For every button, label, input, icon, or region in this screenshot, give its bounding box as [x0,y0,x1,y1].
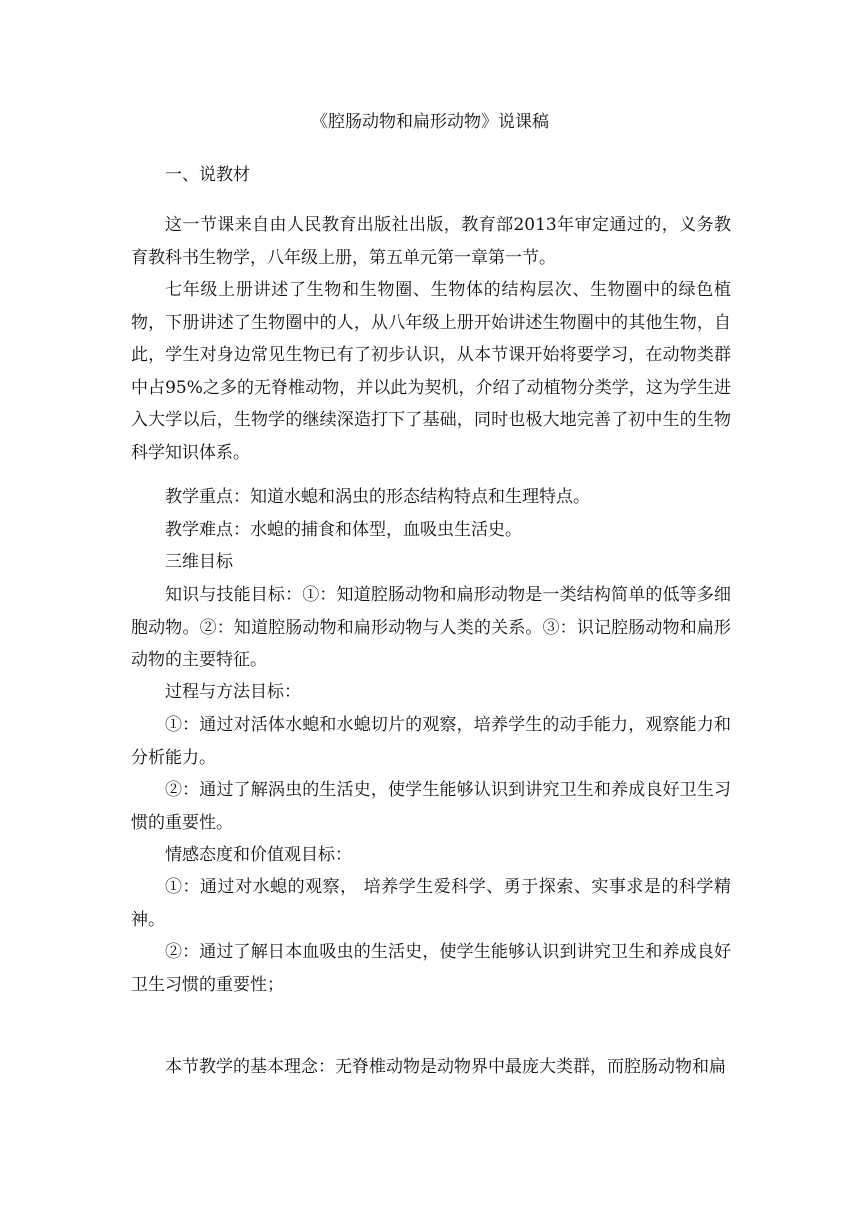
teaching-key-point: 教学重点：知道水螅和涡虫的形态结构特点和生理特点。 [165,487,590,507]
process-goal-item-1: ①：通过对活体水螅和水螅切片的观察，培养学生的动手能力，观察能力和分析能力。 [131,715,731,768]
basic-teaching-concept: 本节教学的基本理念：无脊椎动物是动物界中最庞大类群，而腔肠动物和扁 [165,1057,726,1077]
teaching-difficult-point: 教学难点：水螅的捕食和体型，血吸虫生活史。 [165,520,522,540]
process-method-goal-heading: 过程与方法目标： [165,682,301,702]
paragraph-curriculum-context: 七年级上册讲述了生物和生物圈、生物体的结构层次、生物圈中的绿色植物，下册讲述了生物圈中的人，从八年级上册开始讲述生物圈中的其他生物，自此，学生对身边常见生物已有了初步认识，从本节课开始将要学习，在动物类群中占95%之多的无脊椎动物，并以此为契机，介绍了动植物分类学，这为学生进入大学以后，生物学的继续深造打下了基础，同时也极大地完善了初中生的生物科学知识体系。 [131,280,731,463]
three-dimensional-goals-heading: 三维目标 [165,552,233,572]
emotion-value-goal-heading: 情感态度和价值观目标： [165,845,352,865]
paragraph-textbook-source: 这一节课来自由人民教育出版社出版，教育部2013年审定通过的，义务教育教科书生物学，八年级上册，第五单元第一章第一节。 [131,215,731,268]
emotion-goal-item-2: ②：通过了解日本血吸虫的生活史，使学生能够认识到讲究卫生和养成良好卫生习惯的重要性； [131,942,731,995]
section-heading-teaching-material: 一、说教材 [165,165,250,185]
knowledge-skill-goal: 知识与技能目标：①：知道腔肠动物和扁形动物是一类结构简单的低等多细胞动物。②：知道腔肠动物和扁形动物与人类的关系。③：识记腔肠动物和扁形动物的主要特征。 [131,585,731,670]
emotion-goal-item-1: ①：通过对水螅的观察， 培养学生爱科学、勇于探索、实事求是的科学精神。 [131,877,731,930]
document-title: 《腔肠动物和扁形动物》说课稿 [311,112,549,132]
process-goal-item-2: ②：通过了解涡虫的生活史，使学生能够认识到讲究卫生和养成良好卫生习惯的重要性。 [131,780,731,833]
